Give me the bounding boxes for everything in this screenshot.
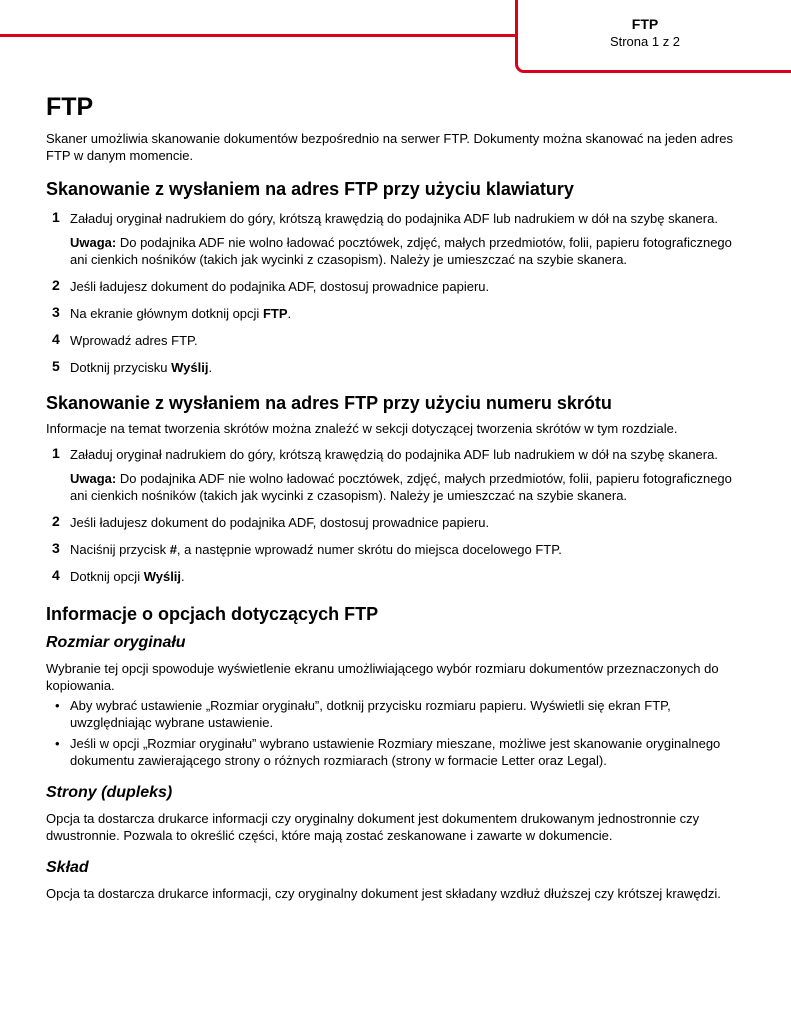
header-title: FTP <box>631 16 659 32</box>
step-text: Jeśli ładujesz dokument do podajnika ADF, dostosuj prowadnice papieru. <box>70 515 490 530</box>
note-text: Do podajnika ADF nie wolno ładować pocztówek, zdjęć, małych przedmiotów, folii, papieru fotograficznego ani cienkich nośników (takich jak wycinki z czasopism). Należy je umieszczać na szybie skanera. <box>70 235 732 267</box>
step-item <box>46 359 751 376</box>
step-text: Jeśli ładujesz dokument do podajnika ADF, dostosuj prowadnice papieru. <box>70 279 490 294</box>
step-text <box>70 568 751 585</box>
fold-text: Opcja ta dostarcza drukarce informacji, czy oryginalny dokument jest składany wzdłuż dłuższej czy krótszej krawędzi. <box>46 886 721 901</box>
step-item <box>46 305 751 322</box>
step-note <box>70 470 751 504</box>
step-text: Wprowadź adres FTP. <box>70 333 198 348</box>
step-item <box>46 541 751 558</box>
step-text: Załaduj oryginał nadrukiem do góry, krótszą krawędzią do podajnika ADF lub nadrukiem w dół na szybę skanera. <box>70 447 718 462</box>
section-heading-shortcut: Skanowanie z wysłaniem na adres FTP przy użyciu numeru skrótu <box>46 393 612 413</box>
step-note <box>70 234 751 268</box>
subheading-sides: Strony (dupleks) <box>46 784 173 801</box>
sides-text: Opcja ta dostarcza drukarce informacji czy oryginalny dokument jest dokumentem drukowanym jednostronnie czy dwustronnie. Pozwala to określić części, które mają zostać zeskanowane i zawarte w dokumencie. <box>46 811 700 843</box>
step-number: 4 <box>52 567 60 583</box>
steps-shortcut <box>46 446 751 585</box>
bullet-icon: • <box>55 698 60 713</box>
step-number: 1 <box>52 209 60 225</box>
header-rule <box>0 34 518 37</box>
section-heading-keyboard: Skanowanie z wysłaniem na adres FTP przy użyciu klawiatury <box>46 179 574 199</box>
step-item <box>46 446 751 504</box>
step-item <box>46 332 751 349</box>
intro-paragraph: Skaner umożliwia skanowanie dokumentów bezpośrednio na serwer FTP. Dokumenty można skanować na jeden adres FTP w danym momencie. <box>46 131 733 163</box>
step-number: 1 <box>52 445 60 461</box>
bullet-item <box>46 735 751 769</box>
step-text <box>70 305 751 322</box>
original-size-text: Wybranie tej opcji spowoduje wyświetlenie ekranu umożliwiającego wybór rozmiaru dokumentów przeznaczonych do kopiowania. <box>46 661 719 693</box>
step-text-pre: Na ekranie głównym dotknij opcji <box>70 306 263 321</box>
step-number: 2 <box>52 513 60 529</box>
step-item <box>46 210 751 268</box>
step-number: 2 <box>52 277 60 293</box>
step-text-pre: Dotknij przycisku <box>70 360 172 375</box>
step-text: Załaduj oryginał nadrukiem do góry, krótszą krawędzią do podajnika ADF lub nadrukiem w dół na szybę skanera. <box>70 211 718 226</box>
step-text-bold: Wyślij <box>171 360 209 375</box>
step-number: 4 <box>52 331 60 347</box>
header-page-number: Strona 1 z 2 <box>609 34 681 49</box>
document-body <box>46 92 751 902</box>
steps-keyboard <box>46 210 751 376</box>
step-text-bold: Wyślij <box>143 569 182 584</box>
shortcut-intro: Informacje na temat tworzenia skrótów można znaleźć w sekcji dotyczącej tworzenia skrótów w tym rozdziale. <box>46 421 678 436</box>
step-text-post: . <box>287 306 292 321</box>
step-item <box>46 278 751 295</box>
step-number: 3 <box>52 540 60 556</box>
subheading-original-size: Rozmiar oryginału <box>46 634 186 651</box>
step-number: 3 <box>52 304 60 320</box>
note-text: Do podajnika ADF nie wolno ładować pocztówek, zdjęć, małych przedmiotów, folii, papieru fotograficznego ani cienkich nośników (takich jak wycinki z czasopism). Należy je umieszczać na szybie skanera. <box>70 471 732 503</box>
bullet-text: Jeśli w opcji „Rozmiar oryginału” wybrano ustawienie Rozmiary mieszane, możliwe jest skanowanie oryginalnego dokumentu zawierającego strony o różnych rozmiarach (strony w formacie Letter oraz Legal). <box>70 736 721 768</box>
step-text-pre: Naciśnij przycisk <box>70 542 170 557</box>
step-text-post: . <box>181 569 185 584</box>
note-label: Uwaga: <box>70 235 117 250</box>
original-size-bullets <box>46 697 751 769</box>
step-text-bold: FTP <box>262 306 288 321</box>
step-text-bold: # <box>169 542 177 557</box>
subheading-fold: Skład <box>46 859 89 876</box>
step-text <box>70 359 751 376</box>
step-item <box>46 514 751 531</box>
step-text-post: . <box>208 360 213 375</box>
step-text-pre: Dotknij opcji <box>70 569 144 584</box>
page-title: FTP <box>46 93 94 121</box>
step-number: 5 <box>52 358 60 374</box>
bullet-item <box>46 697 751 731</box>
step-text-post: , a następnie wprowadź numer skrótu do miejsca docelowego FTP. <box>176 542 562 557</box>
step-item <box>46 568 751 585</box>
bullet-text: Aby wybrać ustawienie „Rozmiar oryginału”, dotknij przycisku rozmiaru papieru. Wyświetli się ekran FTP, uwzględniając wybrane ustawienie. <box>70 698 671 730</box>
step-text <box>70 541 751 558</box>
bullet-icon: • <box>55 736 60 751</box>
note-label: Uwaga: <box>70 471 117 486</box>
section-heading-options: Informacje o opcjach dotyczących FTP <box>46 604 379 624</box>
